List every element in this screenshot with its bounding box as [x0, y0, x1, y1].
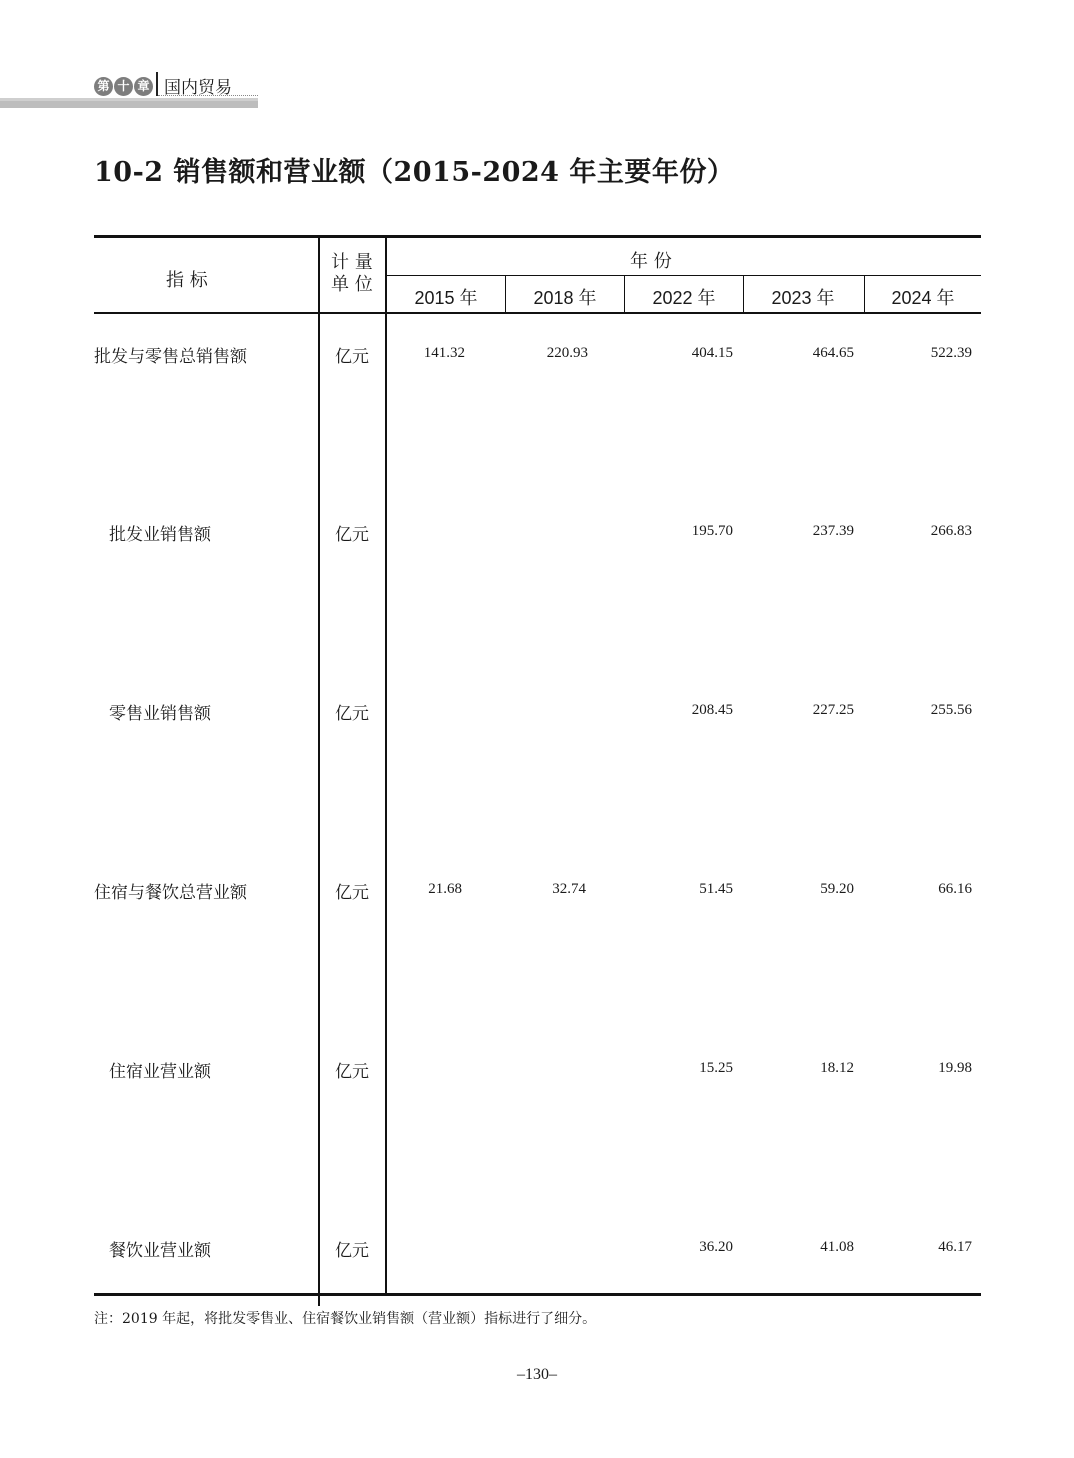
chapter-char: 十	[114, 77, 133, 96]
cell-value: 237.39	[812, 523, 854, 539]
row-label: 零售业销售额	[109, 704, 211, 724]
row-unit: 亿元	[335, 525, 369, 545]
row-label: 批发与零售总销售额	[94, 347, 247, 367]
table-bottom-rule	[94, 1293, 981, 1296]
cell-value: 522.39	[930, 345, 972, 361]
chapter-title: 国内贸易	[164, 78, 232, 98]
cell-value: 15.25	[699, 1060, 733, 1076]
header-separator	[156, 72, 158, 96]
cell-value: 208.45	[691, 702, 733, 718]
chapter-char: 章	[134, 77, 153, 96]
col-divider-data	[385, 235, 387, 1295]
chapter-char: 第	[94, 77, 113, 96]
cell-value: 220.93	[546, 345, 588, 361]
row-label: 住宿业营业额	[109, 1062, 211, 1082]
row-unit: 亿元	[335, 1062, 369, 1082]
header-unit-line1: 计 量	[331, 252, 373, 273]
cell-value: 141.32	[423, 345, 465, 361]
cell-value: 59.20	[820, 881, 854, 897]
year-header: 2018 年	[533, 288, 597, 308]
row-unit: 亿元	[335, 883, 369, 903]
row-unit: 亿元	[335, 704, 369, 724]
cell-value: 66.16	[938, 881, 972, 897]
cell-value: 41.08	[820, 1239, 854, 1255]
cell-value: 464.65	[812, 345, 854, 361]
year-header: 2023 年	[771, 288, 835, 308]
cell-value: 404.15	[691, 345, 733, 361]
cell-value: 266.83	[930, 523, 972, 539]
header-bottom-rule	[94, 312, 981, 314]
col-divider-unit	[318, 235, 320, 1306]
cell-value: 255.56	[930, 702, 972, 718]
page-title: 10-2 销售额和营业额（2015-2024 年主要年份）	[94, 157, 735, 188]
chapter-badge	[94, 73, 153, 99]
year-header: 2015 年	[414, 288, 478, 308]
cell-value: 227.25	[812, 702, 854, 718]
header-indicator: 指 标	[166, 270, 208, 291]
table-top-rule	[94, 235, 981, 238]
year-group-rule	[386, 275, 981, 276]
row-unit: 亿元	[335, 347, 369, 367]
page-number: –130–	[517, 1366, 557, 1383]
cell-value: 32.74	[552, 881, 586, 897]
cell-value: 18.12	[820, 1060, 854, 1076]
row-label: 餐饮业营业额	[109, 1241, 211, 1261]
cell-value: 195.70	[691, 523, 733, 539]
cell-value: 36.20	[699, 1239, 733, 1255]
year-header: 2024 年	[891, 288, 955, 308]
cell-value: 51.45	[699, 881, 733, 897]
header-bar	[0, 98, 258, 108]
row-label: 住宿与餐饮总营业额	[94, 883, 247, 903]
year-header: 2022 年	[652, 288, 716, 308]
header-unit-line2: 单 位	[331, 274, 373, 295]
row-label: 批发业销售额	[109, 525, 211, 545]
cell-value: 21.68	[428, 881, 462, 897]
cell-value: 19.98	[938, 1060, 972, 1076]
cell-value: 46.17	[938, 1239, 972, 1255]
header-year-group: 年 份	[630, 251, 672, 272]
row-unit: 亿元	[335, 1241, 369, 1261]
table-note: 注：2019 年起，将批发零售业、住宿餐饮业销售额（营业额）指标进行了细分。	[94, 1311, 597, 1327]
